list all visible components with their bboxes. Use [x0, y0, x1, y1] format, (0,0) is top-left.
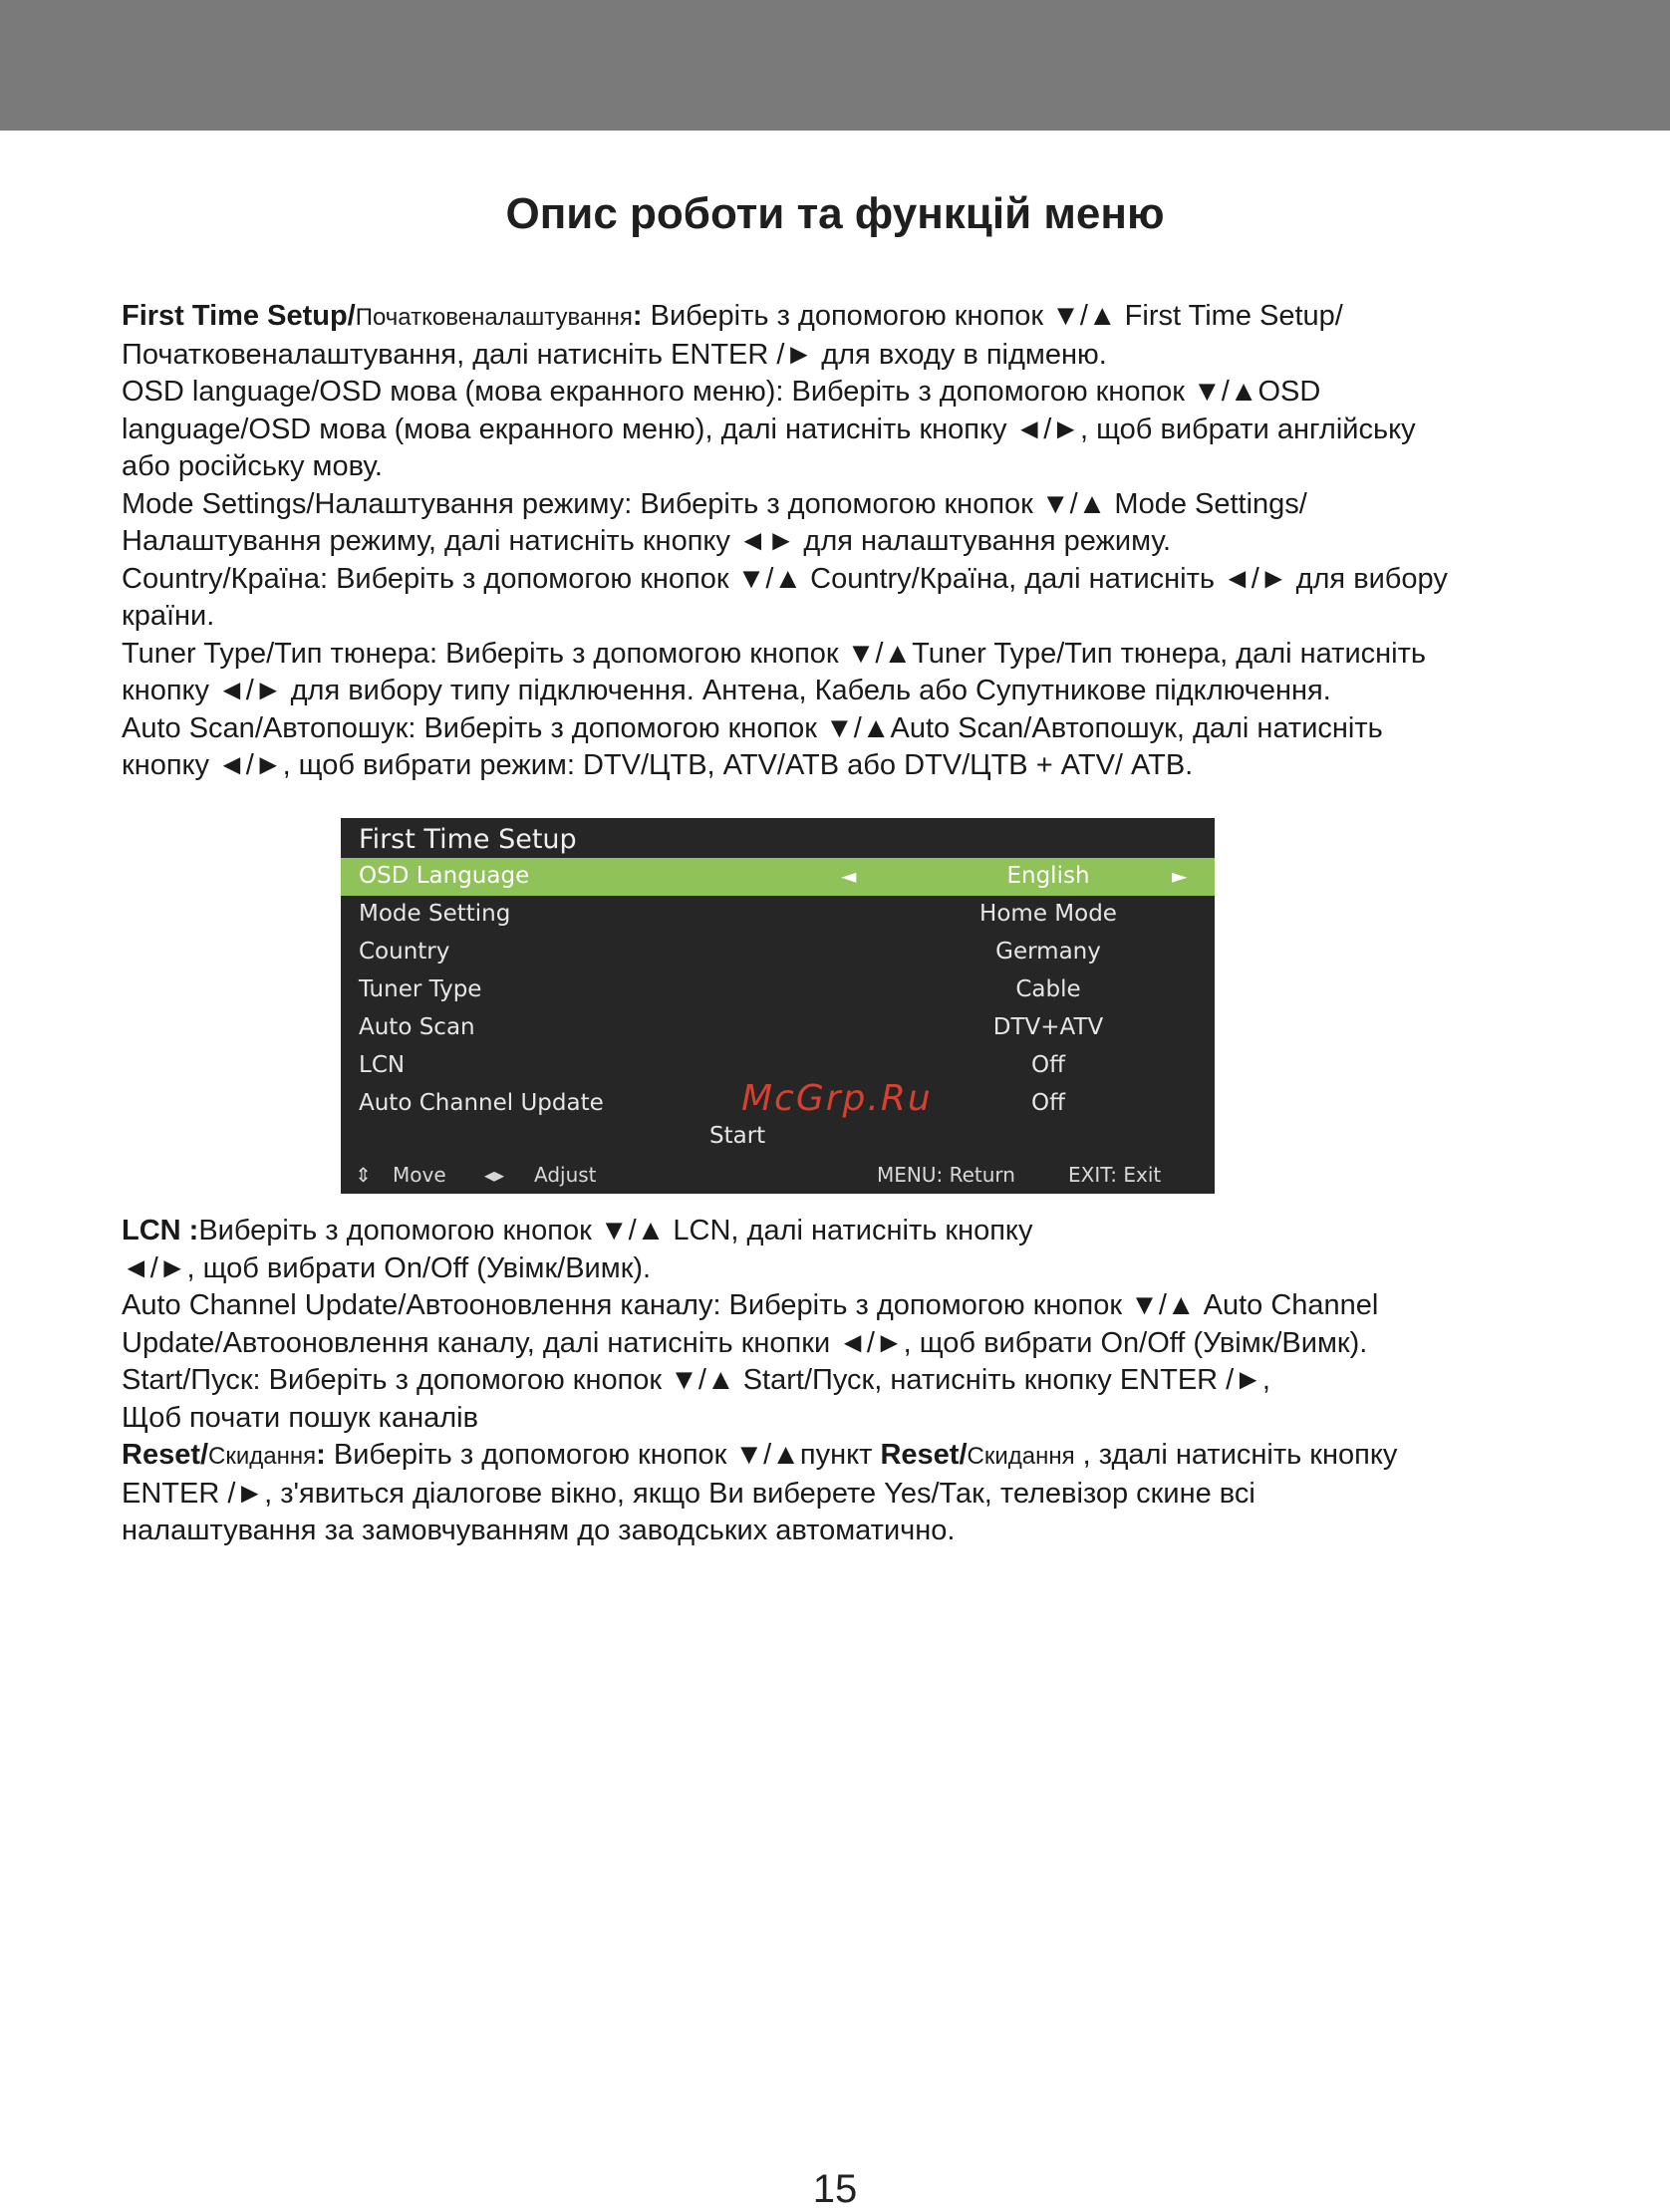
- term-first-time-setup: First Time Setup/: [122, 300, 356, 332]
- text-line: Щоб почати пошук каналів: [122, 1401, 479, 1434]
- text-line: Налаштування режиму, далі натисніть кнопку ◄► для налаштування режиму.: [122, 525, 1172, 557]
- watermark: McGrp.Ru: [741, 1078, 933, 1119]
- text-line: налаштування за замовчуванням до заводських автоматично.: [122, 1515, 956, 1546]
- colon: :: [632, 300, 643, 332]
- text-span: Виберіть з допомогою кнопок ▼/▲пункт: [325, 1439, 881, 1471]
- text-line: Auto Channel Update/Автооновлення каналу: Виберіть з допомогою кнопок ▼/▲ Auto Channel: [122, 1289, 1379, 1321]
- term-lcn: LCN :: [122, 1215, 199, 1246]
- osd-row-label: Mode Setting: [359, 901, 511, 927]
- intro-text: [122, 298, 1616, 785]
- term-reset-ua: Скидання: [967, 1443, 1075, 1470]
- osd-row-value: English: [1006, 863, 1090, 889]
- osd-row-auto-scan[interactable]: [341, 1009, 1215, 1047]
- text-line: кнопку ◄/► для вибору типу підключення. Антена, Кабель або Супутникове підключення.: [122, 675, 1331, 706]
- text-line: OSD language/OSD мова (мова екранного меню): Виберіть з допомогою кнопок ▼/▲OSD: [122, 376, 1321, 408]
- text-line: Mode Settings/Налаштування режиму: Виберіть з допомогою кнопок ▼/▲ Mode Settings/: [122, 487, 1307, 520]
- osd-row-value: Off: [1031, 1052, 1065, 1078]
- text-line: [122, 1213, 1616, 1250]
- osd-menu-title: First Time Setup: [359, 824, 577, 855]
- text-line: Tuner Type/Тип тюнера: Виберіть з допомогою кнопок ▼/▲Tuner Type/Тип тюнера, далі натисніть: [122, 637, 1427, 670]
- osd-row-label: Auto Scan: [359, 1014, 475, 1040]
- osd-row-label: Tuner Type: [359, 976, 482, 1002]
- text-line: або російську мову.: [122, 450, 383, 482]
- osd-row-value: Off: [1031, 1090, 1065, 1116]
- text-line: країни.: [122, 600, 215, 632]
- text-span: Виберіть з допомогою кнопок ▼/▲ LCN, далі натисніть кнопку: [198, 1215, 1033, 1246]
- text-line: Початковеналаштування, далі натисніть ENTER /► для входу в підменю.: [122, 338, 1107, 371]
- text-line: Update/Автооновлення каналу, далі натисніть кнопки ◄/►, щоб вибрати On/Off (Увімк/Вимк).: [122, 1326, 1368, 1359]
- footer-adjust-label: Adjust: [534, 1163, 597, 1187]
- page-title: Опис роботи та функцій меню: [505, 189, 1165, 238]
- text-span: Виберіть з допомогою кнопок ▼/▲ First Time Setup/: [642, 300, 1343, 332]
- page-number: 15: [812, 2167, 858, 2211]
- text-line: Start/Пуск: Виберіть з допомогою кнопок ▼/▲ Start/Пуск, натисніть кнопку ENTER /►,: [122, 1364, 1270, 1396]
- text-line: [122, 298, 1616, 337]
- arrow-right-icon[interactable]: ►: [1172, 864, 1188, 888]
- osd-row-mode-setting[interactable]: [341, 896, 1215, 934]
- osd-row-label: Country: [359, 939, 450, 965]
- text-line: Country/Країна: Виберіть з допомогою кнопок ▼/▲ Country/Країна, далі натисніть ◄/► для вибору: [122, 562, 1448, 595]
- osd-menu-screenshot: [341, 818, 1215, 1194]
- move-icon: ⇕: [355, 1163, 372, 1187]
- text-line: language/OSD мова (мова екранного меню), далі натисніть кнопку ◄/►, щоб вибрати англійську: [122, 413, 1416, 445]
- osd-row-osd-language[interactable]: [341, 858, 1215, 896]
- osd-row-label: Auto Channel Update: [359, 1090, 604, 1116]
- text-line: ENTER /►, з'явиться діалогове вікно, якщо Ви виберете Yes/Так, телевізор скине всі: [122, 1477, 1255, 1510]
- adjust-icon: ◂▸: [484, 1163, 505, 1187]
- colon: :: [316, 1439, 326, 1471]
- term-reset: Reset/: [122, 1439, 209, 1471]
- text-span: , здалі натисніть кнопку: [1074, 1439, 1398, 1471]
- footer-move-label: Move: [393, 1163, 446, 1187]
- text-line: [122, 1437, 1616, 1476]
- osd-row-value: Cable: [1015, 976, 1081, 1002]
- term-first-time-setup-ua: Початковеналаштування: [355, 304, 633, 331]
- top-banner: [0, 0, 1670, 131]
- osd-row-value: DTV+ATV: [992, 1014, 1104, 1040]
- arrow-left-icon[interactable]: ◄: [841, 864, 857, 888]
- details-text: [122, 1213, 1616, 1550]
- osd-row-country[interactable]: [341, 934, 1215, 971]
- osd-row-label: OSD Language: [359, 863, 530, 889]
- osd-row-tuner-type[interactable]: [341, 971, 1215, 1009]
- osd-start-button[interactable]: Start: [709, 1123, 766, 1149]
- text-line: ◄/►, щоб вибрати On/Off (Увімк/Вимк).: [122, 1251, 652, 1284]
- text-line: кнопку ◄/►, щоб вибрати режим: DTV/ЦТВ, ATV/АТВ або DTV/ЦТВ + ATV/ АТВ.: [122, 749, 1194, 781]
- term-reset: Reset/: [880, 1439, 968, 1471]
- term-reset-ua: Скидання: [208, 1443, 317, 1470]
- text-line: Auto Scan/Автопошук: Виберіть з допомогою кнопок ▼/▲Auto Scan/Автопошук, далі натисніть: [122, 711, 1383, 744]
- footer-exit: EXIT: Exit: [1068, 1163, 1162, 1187]
- osd-row-label: LCN: [359, 1052, 406, 1078]
- osd-row-value: Germany: [995, 939, 1101, 965]
- osd-row-value: Home Mode: [979, 901, 1117, 927]
- footer-menu-return: MENU: Return: [877, 1163, 1015, 1187]
